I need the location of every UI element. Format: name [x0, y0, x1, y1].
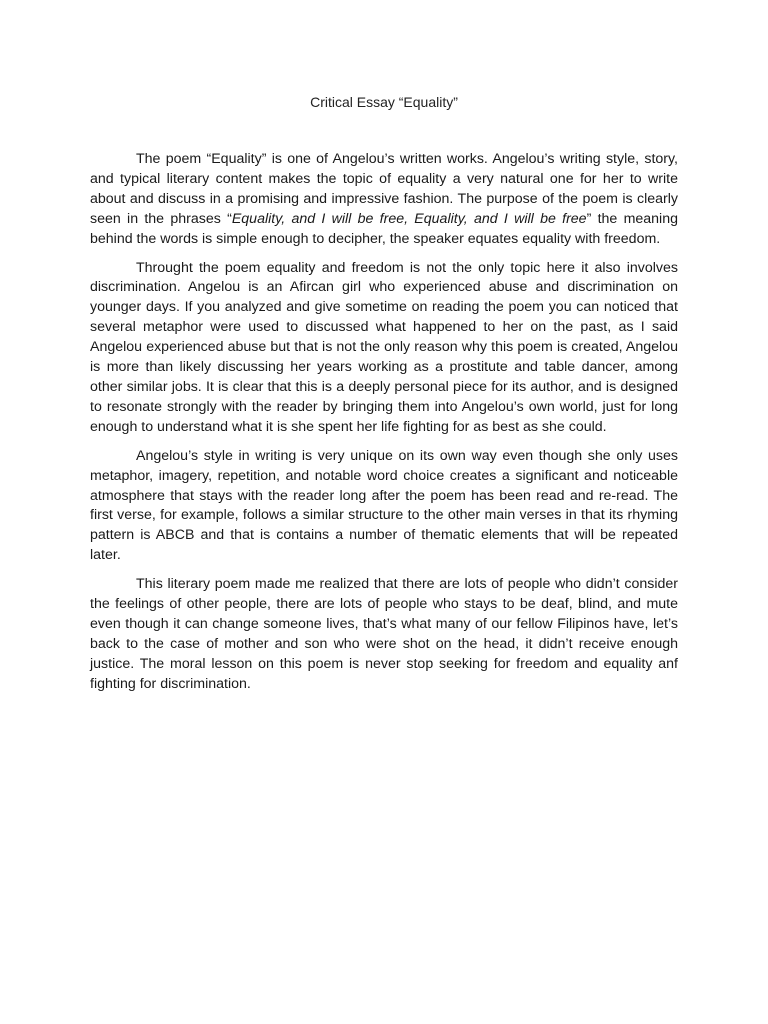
paragraph-1: [90, 150, 678, 250]
paragraph-1-text-after: ” the meaning behind the words is simple enough to decipher, the speaker equates equality with freedom.: [90, 210, 678, 247]
paragraph-1-text-before: The poem “Equality” is one of Angelou’s written works. Angelou’s writing style, story, and typical literary content makes the topic of equality a very natural one for her to write about and discuss in a promising and impressive fashion. The purpose of the poem is clearly seen in the phrases “: [90, 151, 678, 227]
paragraph-4: This literary poem made me realized that there are lots of people who didn’t consider the feelings of other people, there are lots of people who stays to be deaf, blind, and mute even though it can change someone lives, that’s what many of our fellow Filipinos have, let’s back to the case of mother and son who were shot on the head, it didn’t receive enough justice. The moral lesson on this poem is never stop seeking for freedom and equality anf fighting for discrimination.: [90, 576, 678, 692]
paragraph-2: Throught the poem equality and freedom is not the only topic here it also involves discrimination. Angelou is an Afircan girl who experienced abuse and discrimination on younger days. If you analyzed and give sometime on reading the poem you can noticed that several metaphor were used to discussed what happened to her on the past, as I said Angelou experienced abuse but that is not the only reason why this poem is created, Angelou is more than likely discussing her years working as a prostitute and table dancer, among other similar jobs. It is clear that this is a deeply personal piece for its author, and is designed to resonate strongly with the reader by bringing them into Angelou’s own world, just for long enough to understand what it is she spent her life fighting for as best as she could.: [90, 259, 678, 435]
document-title: Critical Essay “Equality”: [310, 94, 458, 110]
essay-body: [90, 150, 678, 704]
paragraph-1-quote: Equality, and I will be free, Equality, and I will be free: [231, 210, 587, 227]
paragraph-3: Angelou’s style in writing is very unique on its own way even though she only uses metaphor, imagery, repetition, and notable word choice creates a significant and noticeable atmosphere that stays with the reader long after the poem has been read and re-read. The first verse, for example, follows a similar structure to the other main verses in that its rhyming pattern is ABCB and that is contains a number of thematic elements that will be repeated later.: [90, 447, 678, 564]
